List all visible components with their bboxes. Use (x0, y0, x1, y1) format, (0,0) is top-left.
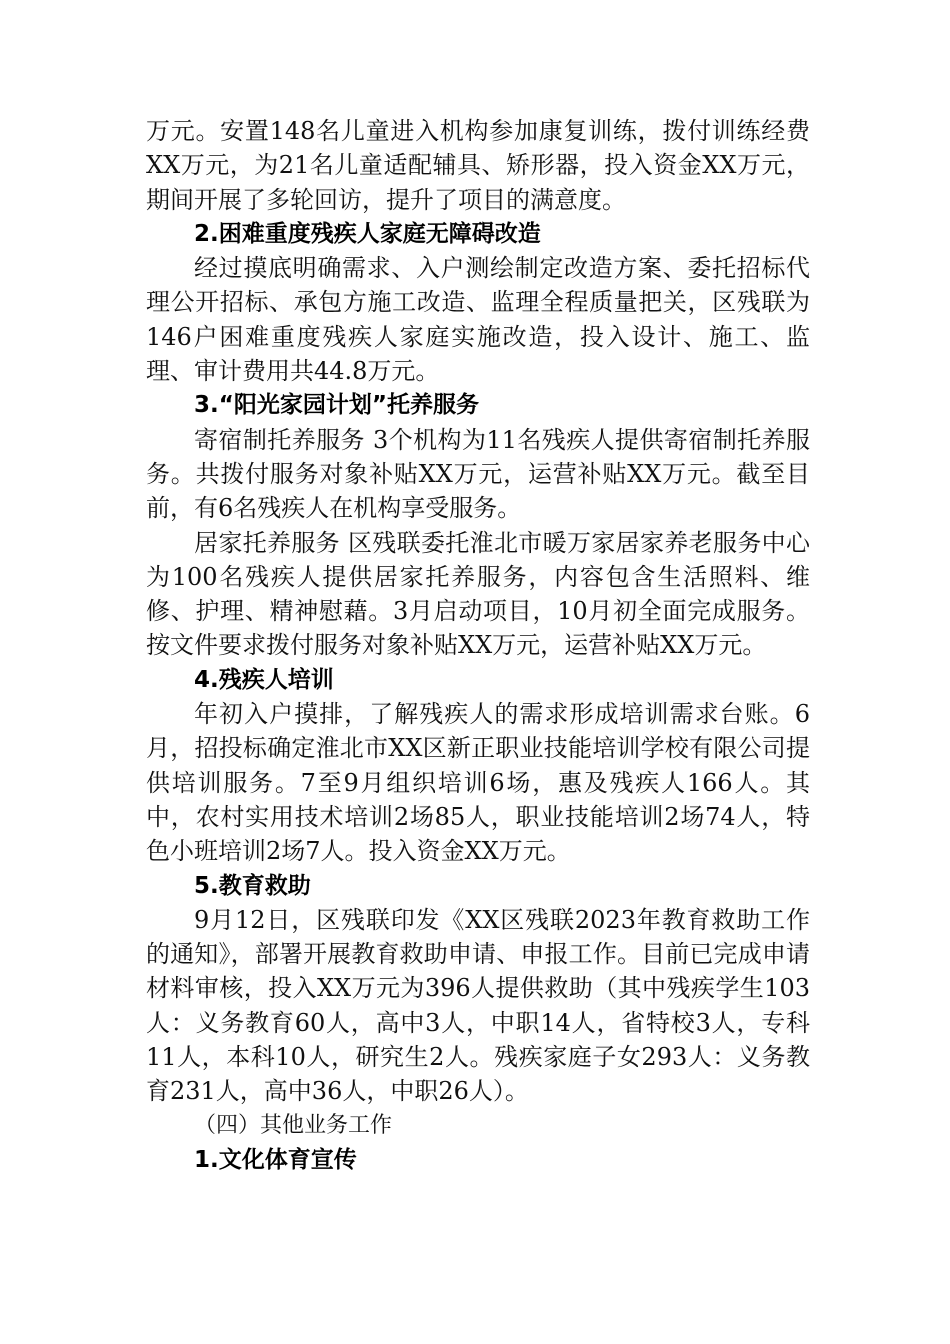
paragraph-home-care: 居家托养服务 区残联委托淮北市暖万家居家养老服务中心为100名残疾人提供居家托养服务，内容包含生活照料、维修、护理、精神慰藉。3月启动项目，10月初全面完成服务。按文件要求拨付服务对象补贴XX万元，运营补贴XX万元。 (146, 528, 810, 660)
heading-culture-sports-publicity: 1.文化体育宣传 (194, 1146, 357, 1173)
heading-barrier-free-renovation: 2.困难重度残疾人家庭无障碍改造 (194, 220, 541, 247)
paragraph-boarding-care: 寄宿制托养服务 3个机构为11名残疾人提供寄宿制托养服务。共拨付服务对象补贴XX万元，运营补贴XX万元。截至目前，有6名残疾人在机构享受服务。 (146, 425, 810, 523)
paragraph-rehab-continued: 万元。安置148名儿童进入机构参加康复训练，拨付训练经费XX万元，为21名儿童适配辅具、矫形器，投入资金XX万元，期间开展了多轮回访，提升了项目的满意度。 (146, 117, 810, 214)
heading-education-aid: 5.教育救助 (194, 872, 311, 899)
section-other-work: （四）其他业务工作 (194, 1112, 393, 1138)
heading-disabled-training: 4.残疾人培训 (194, 666, 334, 693)
paragraph-education-aid: 9月12日，区残联印发《XX区残联2023年教育救助工作的通知》，部署开展教育救助申请、申报工作。目前已完成申请材料审核，投入XX万元为396人提供救助（其中残疾学生103人：义务教育60人，高中3人，中职14人，省特校3人，专科11人，本科10人，研究生2人。残疾家庭子女293人：义务教育231人，高中36人，中职26人）。 (146, 905, 810, 1106)
paragraph-disabled-training: 年初入户摸排，了解残疾人的需求形成培训需求台账。6月，招投标确定淮北市XX区新正职业技能培训学校有限公司提供培训服务。7至9月组织培训6场，惠及残疾人166人。其中，农村实用技术培训2场85人，职业技能培训2场74人，特色小班培训2场7人。投入资金XX万元。 (146, 700, 810, 866)
document-page (146, 114, 810, 1177)
heading-sunshine-home-care: 3.“阳光家园计划”托养服务 (194, 392, 479, 419)
paragraph-barrier-free-renovation: 经过摸底明确需求、入户测绘制定改造方案、委托招标代理公开招标、承包方施工改造、监理全程质量把关，区残联为146户困难重度残疾人家庭实施改造，投入设计、施工、监理、审计费用共44.8万元。 (146, 254, 810, 386)
